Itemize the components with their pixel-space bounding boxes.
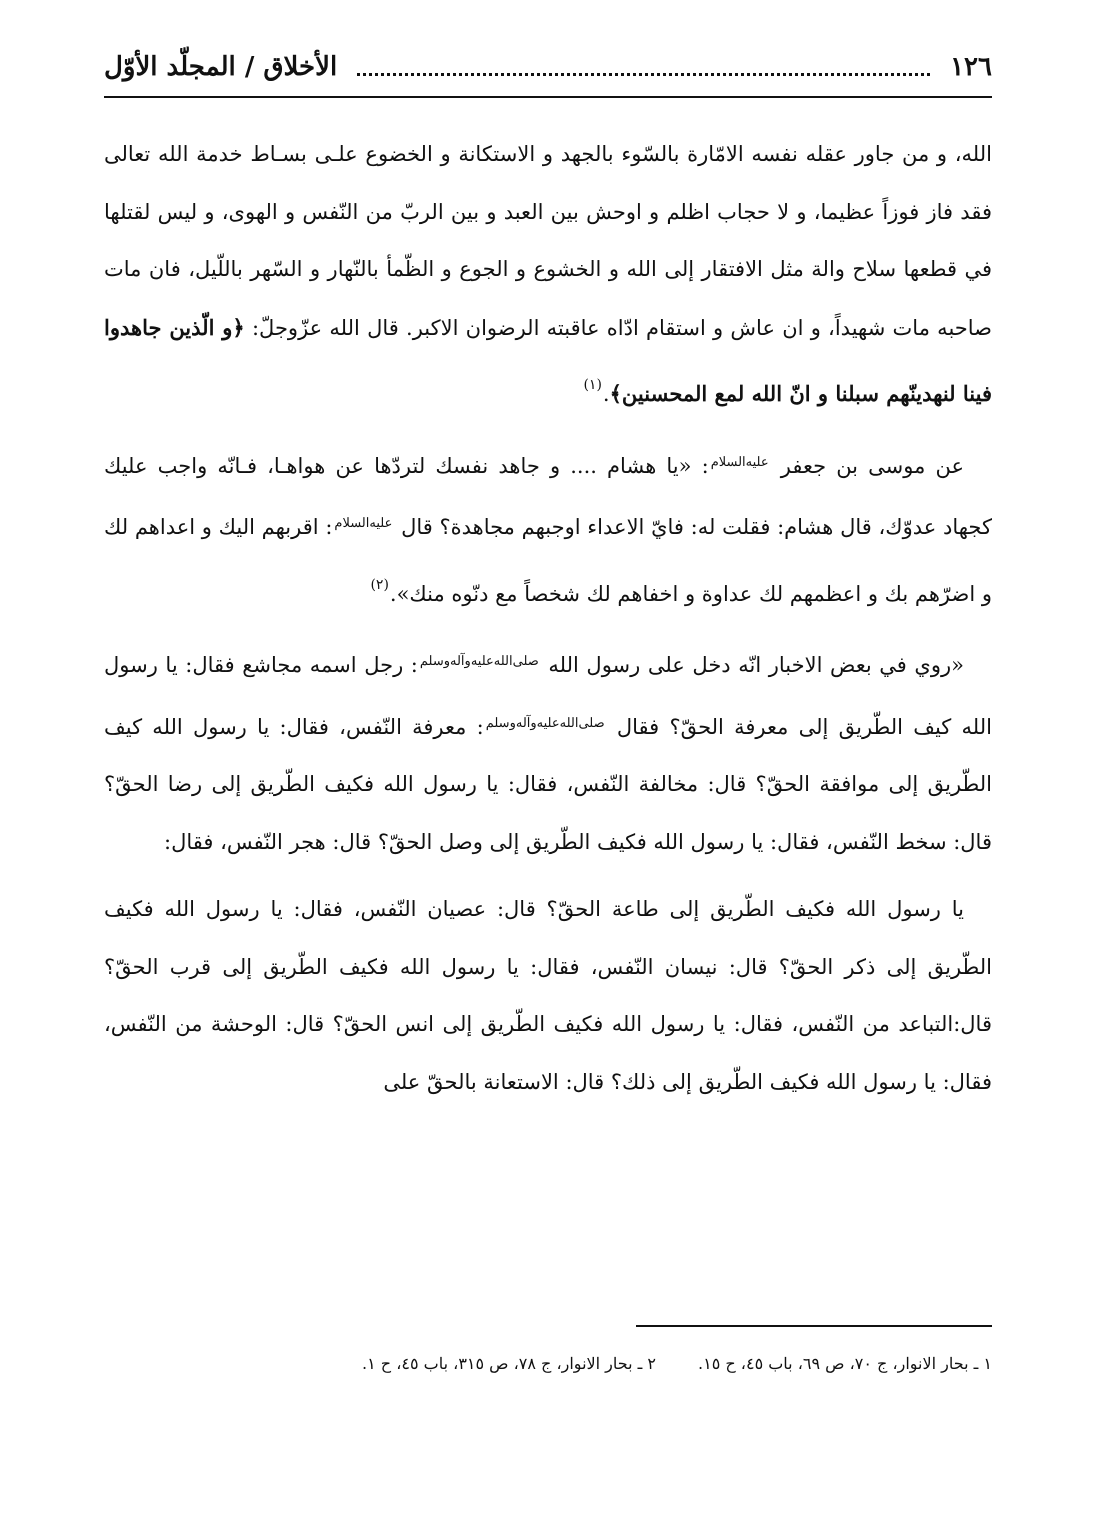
footnote-2: ٢ ـ بحار الانوار، ج ٧٨، ص ٣١٥، باب ٤٥، ح ١. [362, 1354, 657, 1373]
paragraph-1-text: الله، و من جاور عقله نفسه الامّارة بالسّوء بالجهد و الاستكانة و الخضوع علـى بسـاط خدمة الله تعالى فقد فاز فوزاً عظيما، و لا حجاب اظلم و اوحش بين العبد و بين الربّ من النّفس و الهوى، و ليس لقتلها في قطعها سلاح والة مثل الافتقار إلى الله و الخشوع و الجوع و الظّمأ بالنّهار و السّهر باللّيل، فان مات صاحبه مات شهيداً، و ان عاش و استقام ادّاه عاقبته الرضوان الاكبر. قال الله عزّوجلّ: [104, 142, 992, 340]
footnotes [104, 1352, 992, 1376]
quran-verse: و الّذين جاهدوا فينا لنهدينّهم سبلنا و انّ الله لمع المحسنين [104, 314, 992, 406]
paragraph-1 [104, 126, 992, 424]
paragraph-4 [104, 881, 992, 1111]
honorific-glyph: صلى‌الله‌عليه‌وآله‌وسلم [485, 715, 605, 731]
footnote-rule [636, 1325, 992, 1327]
paragraph-3-text-a: «روي في بعض الاخبار انّه دخل على رسول الله [548, 653, 964, 677]
paragraph-2-text-c: : اقربهم اليك و اعداهم لك و اضرّهم بك و اعظمهم لك عداوة و اخفاهم لك شخصاً مع دنّوه منك». [104, 515, 992, 606]
paragraph-3-text-b: : رجل اسمه مجاشع فقال: يا رسول الله كيف الطّريق إلى معرفة الحقّ؟ فقال [104, 653, 992, 739]
header-title: الأخلاق / المجلّد الأوّل [104, 52, 338, 82]
body-text [104, 126, 992, 1121]
paragraph-3-text-c: : معرفة النّفس، فقال: يا رسول الله كيف الطّريق إلى موافقة الحقّ؟ قال: مخالفة النّفس، فقال: يا رسول الله فكيف الطّريق إلى رضا الحقّ؟ قال: سخط النّفس، فقال: يا رسول الله فكيف الطّريق إلى وصل الحقّ؟ قال: هجر النّفس، فقال: [104, 714, 992, 854]
header-leader-dots [357, 47, 930, 76]
honorific-glyph: عليه‌السلام [710, 454, 769, 470]
header-rule [104, 96, 992, 98]
footnote-1: ١ ـ بحار الانوار، ج ٧٠، ص ٦٩، باب ٤٥، ح ١٥. [698, 1354, 992, 1373]
quran-open-bracket: ﴿ [232, 314, 245, 340]
paragraph-2-text-a: عن موسى بن جعفر [780, 453, 964, 478]
honorific-glyph: عليه‌السلام [334, 516, 393, 531]
paragraph-2 [104, 434, 992, 624]
page-number: ١٢٦ [950, 52, 992, 82]
running-header [104, 44, 992, 90]
footnote-ref-2: (٢) [370, 576, 389, 593]
footnote-ref-1: (١) [583, 377, 602, 393]
paragraph-1-end: . [602, 382, 610, 406]
paragraph-3 [104, 633, 992, 871]
paragraph-4-text: يا رسول الله فكيف الطّريق إلى طاعة الحقّ؟ قال: عصيان النّفس، فقال: يا رسول الله فكيف الطّريق إلى ذكر الحقّ؟ قال: نيسان النّفس، فقال: يا رسول الله فكيف الطّريق إلى قرب الحقّ؟ قال:التباعد من النّفس، فقال: يا رسول الله فكيف الطّريق إلى انس الحقّ؟ قال: الوحشة من النّفس، فقال: يا رسول الله فكيف الطّريق إلى ذلك؟ قال: الاستعانة بالحقّ على [104, 897, 992, 1094]
honorific-glyph: صلى‌الله‌عليه‌وآله‌وسلم [419, 654, 539, 669]
paragraph-2-text-b: : «يا هشام .... و جاهد نفسك لتردّها عن هواهـا، فـانّه واجب عليك كجهاد عدوّك، قال هشام: فقلت له: فايّ الاعداء اوجبهم مجاهدة؟ قال [104, 453, 992, 539]
quran-close-bracket: ﴾ [609, 381, 622, 406]
